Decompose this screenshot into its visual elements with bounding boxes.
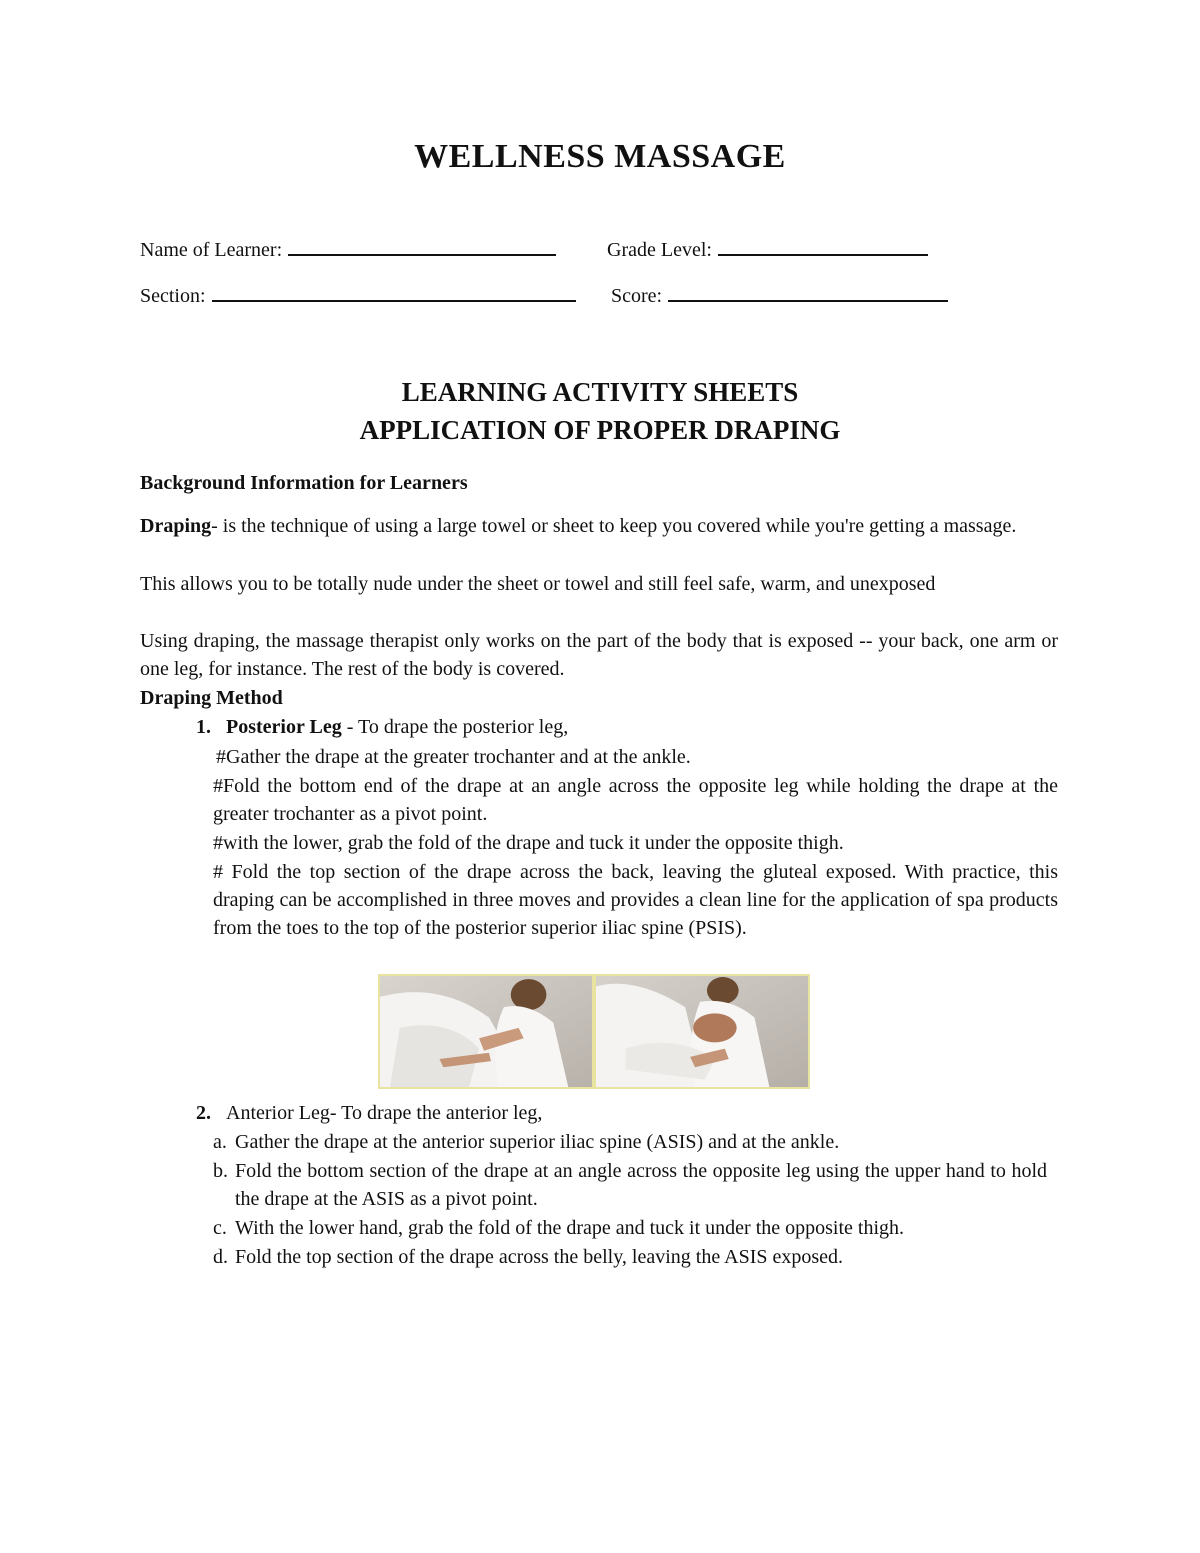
draping-photo-1: [380, 976, 592, 1087]
item-2-step-text: Gather the drape at the anterior superior iliac spine (ASIS) and at the ankle.: [235, 1131, 840, 1153]
item-2-step-letter: c.: [213, 1217, 227, 1239]
item-1-title: Posterior Leg: [226, 716, 342, 738]
item-2-title: Anterior Leg- To drape the anterior leg,: [226, 1102, 543, 1124]
item-2-header: [196, 1099, 542, 1127]
background-paragraph-2: This allows you to be totally nude under the sheet or towel and still feel safe, warm, and unexposed: [140, 573, 936, 595]
name-of-learner-label: Name of Learner:: [140, 239, 283, 261]
draping-photos: [378, 974, 810, 1089]
score-field: [611, 280, 948, 308]
item-2-step-text: Fold the top section of the drape across the belly, leaving the ASIS exposed.: [235, 1246, 844, 1268]
item-1-step: #with the lower, grab the fold of the drape and tuck it under the opposite thigh.: [213, 832, 844, 854]
document-title: WELLNESS MASSAGE: [414, 138, 786, 175]
item-2-step-text: With the lower hand, grab the fold of the drape and tuck it under the opposite thigh.: [235, 1217, 905, 1239]
item-2-step-text: Fold the bottom section of the drape at an angle across the opposite leg using the upper hand to hold the drape at the ASIS as a pivot point.: [235, 1160, 1047, 1210]
grade-level-field: [607, 234, 928, 262]
sheet-title-line1: LEARNING ACTIVITY SHEETS: [401, 377, 799, 407]
grade-level-blank[interactable]: [718, 234, 928, 256]
item-1-number: 1.: [196, 716, 211, 738]
item-1-step: #Gather the drape at the greater trochanter and at the ankle.: [216, 746, 691, 768]
score-blank[interactable]: [668, 280, 948, 302]
name-of-learner-field: [140, 234, 556, 262]
item-2-step-letter: d.: [213, 1246, 228, 1268]
name-of-learner-blank[interactable]: [288, 234, 556, 256]
draping-definition: [140, 512, 1058, 540]
draping-term: Draping: [140, 515, 212, 537]
background-paragraph-3: Using draping, the massage therapist only works on the part of the body that is exposed -- your back, one arm or one leg, for instance. The rest of the body is covered.: [140, 630, 1058, 680]
section-field: [140, 280, 576, 308]
section-blank[interactable]: [212, 280, 576, 302]
item-1-step: #Fold the bottom end of the drape at an angle across the opposite leg while holding the drape at the greater trochanter as a pivot point.: [213, 775, 1058, 825]
section-label: Section:: [140, 285, 206, 307]
item-2-number: 2.: [196, 1102, 211, 1124]
item-1-intro: - To drape the posterior leg,: [341, 716, 569, 738]
sheet-title-line2: APPLICATION OF PROPER DRAPING: [359, 415, 841, 445]
item-2-step-letter: b.: [213, 1160, 228, 1182]
draping-method-heading: Draping Method: [140, 687, 283, 709]
draping-photo-2: [596, 976, 808, 1087]
score-label: Score:: [611, 285, 663, 307]
item-2-step-letter: a.: [213, 1131, 227, 1153]
grade-level-label: Grade Level:: [607, 239, 712, 261]
item-1-header: [196, 713, 568, 741]
background-heading: Background Information for Learners: [140, 472, 468, 494]
item-1-step: # Fold the top section of the drape across the back, leaving the gluteal exposed. With practice, this draping can be accomplished in three moves and provides a clean line for the application of spa products from the toes to the top of the posterior superior iliac spine (PSIS).: [213, 861, 1058, 939]
draping-def-text: - is the technique of using a large towel or sheet to keep you covered while you're getting a massage.: [211, 515, 1017, 537]
